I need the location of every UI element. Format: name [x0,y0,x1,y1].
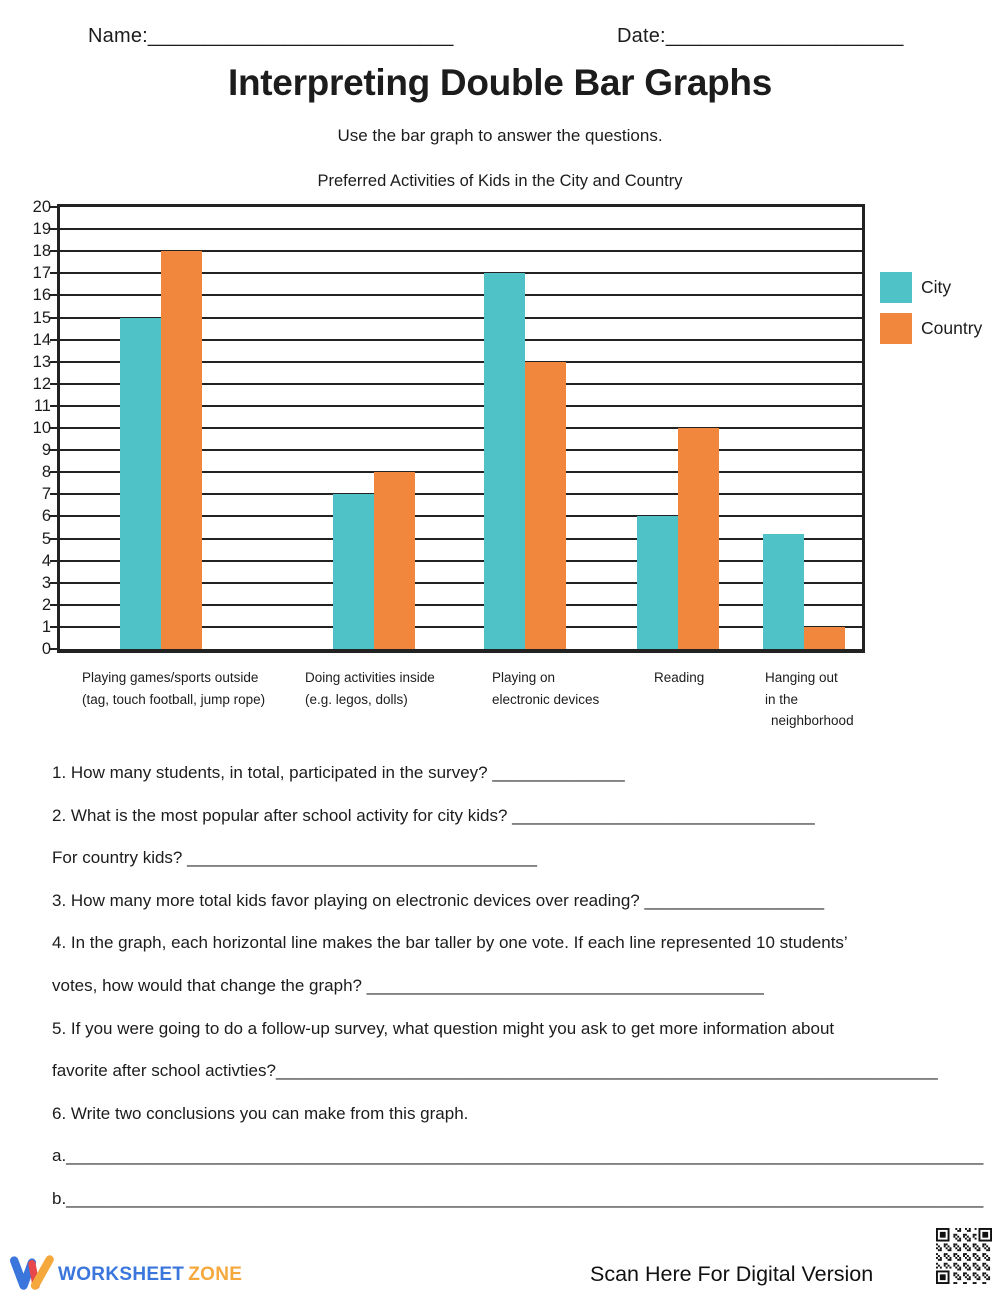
question-line: 1. How many students, in total, participated in the survey? ______________ [52,763,625,782]
axis-tick [50,405,60,407]
scan-here-text: Scan Here For Digital Version [590,1262,874,1286]
y-axis-label: 7 [41,485,51,504]
axis-tick [50,538,60,540]
y-axis-label: 14 [32,330,51,349]
y-axis-label: 9 [41,441,51,460]
x-axis-label-line: Playing games/sports outside [82,670,259,685]
x-axis-label-4 [765,667,854,732]
chart-title: Preferred Activities of Kids in the City and Country [317,172,683,190]
bar-country-0 [161,251,202,649]
axis-tick [50,582,60,584]
question-line: For country kids? _____________________________________ [52,848,537,868]
x-axis-label-2 [492,667,599,710]
x-axis-label-line: in the [765,691,799,707]
axis-tick [50,648,60,650]
question-line: favorite after school activties?______________________________________________________________________ [52,1061,938,1081]
axis-tick [50,250,60,252]
y-axis-label: 19 [32,220,51,239]
legend-swatch-city [880,272,912,303]
axis-tick [50,449,60,451]
logo-text-worksheet: WORKSHEET [58,1264,185,1285]
question-line: 4. In the graph, each horizontal line makes the bar taller by one vote. If each line represented 10 students’ [52,933,848,953]
y-axis-label: 3 [41,573,51,592]
y-axis-label: 15 [32,308,51,327]
axis-tick [50,361,60,363]
x-axis-label-line: Playing on [492,670,556,685]
bar-country-3 [678,428,719,649]
axis-tick [50,339,60,341]
question-line: votes, how would that change the graph? __________________________________________ [52,975,764,995]
legend-label-country: Country [921,318,983,338]
y-axis-label: 1 [41,617,51,636]
plot-area [57,204,865,653]
name-label: Name: [88,25,148,47]
bar-country-4 [804,627,845,649]
x-axis-label-line: Doing activities inside [305,670,435,685]
axis-tick [50,206,60,208]
question-line: a._________________________________________________________________________________________________ [52,1146,984,1166]
bar-city-3 [637,516,678,649]
qr-code [936,1228,992,1284]
x-axis-label-line: Reading [654,670,705,685]
x-axis-label-0 [82,667,265,710]
bar-city-1 [333,494,374,649]
axis-tick [50,493,60,495]
axis-tick [50,471,60,473]
x-axis-label-line: electronic devices [492,691,600,707]
y-axis-label: 18 [32,242,51,261]
axis-tick [50,317,60,319]
y-axis-label: 16 [32,286,51,305]
questions [52,752,983,1221]
x-axis-label-line: Hanging out [765,670,838,685]
y-axis-label: 20 [32,198,51,216]
worksheetzone-logo-mark [10,1254,58,1290]
y-axis-label: 10 [32,419,51,437]
y-axis-label: 0 [41,640,51,658]
y-axis-label: 5 [41,529,51,548]
y-axis-label: 17 [32,264,51,283]
page-title: Interpreting Double Bar Graphs [227,62,772,103]
logo-text-zone: ZONE [188,1264,243,1285]
y-axis-label: 12 [32,374,51,393]
bar-city-0 [120,318,161,650]
axis-tick [50,228,60,230]
y-axis-label: 2 [41,595,51,614]
x-axis-label-1 [305,667,435,710]
axis-tick [50,560,60,562]
x-axis-label-3 [654,667,704,689]
axis-tick [50,427,60,429]
gridline [60,228,862,230]
y-axis-label: 4 [41,551,51,570]
x-axis-label-line: neighborhood [771,713,854,728]
page-subtitle: Use the bar graph to answer the questions. [337,126,663,145]
worksheetzone-logo-text [58,1264,242,1286]
axis-tick [50,272,60,274]
question-line: b._________________________________________________________________________________________________ [52,1188,984,1208]
bar-country-1 [374,472,415,649]
axis-tick [50,515,60,517]
question-line: 3. How many more total kids favor playing on electronic devices over reading? ___________________ [52,890,825,910]
bar-city-4 [763,534,804,649]
axis-tick [50,604,60,606]
y-axis-label: 6 [41,507,51,526]
date-field [617,25,904,48]
y-axis-label: 11 [33,396,51,415]
question-line: 6. Write two conclusions you can make from this graph. [52,1103,469,1123]
axis-tick [50,626,60,628]
date-label: Date: [617,25,666,47]
legend-swatch-country [880,313,912,344]
x-axis-label-line: (e.g. legos, dolls) [305,691,408,707]
bar-city-2 [484,273,525,649]
axis-tick [50,294,60,296]
name-field [88,25,454,48]
y-axis-label: 13 [32,352,51,371]
bar-country-2 [525,362,566,649]
legend-label-city: City [921,277,952,297]
name-blank-line: ___________________________ [147,25,454,47]
question-line: 2. What is the most popular after school activity for city kids? ________________________________ [52,805,815,825]
question-line: 5. If you were going to do a follow-up survey, what question might you ask to get more information about [52,1018,835,1038]
axis-tick [50,383,60,385]
y-axis-label: 8 [41,463,51,482]
x-axis-label-line: (tag, touch football, jump rope) [82,691,266,707]
date-blank-line: _____________________ [665,25,904,47]
